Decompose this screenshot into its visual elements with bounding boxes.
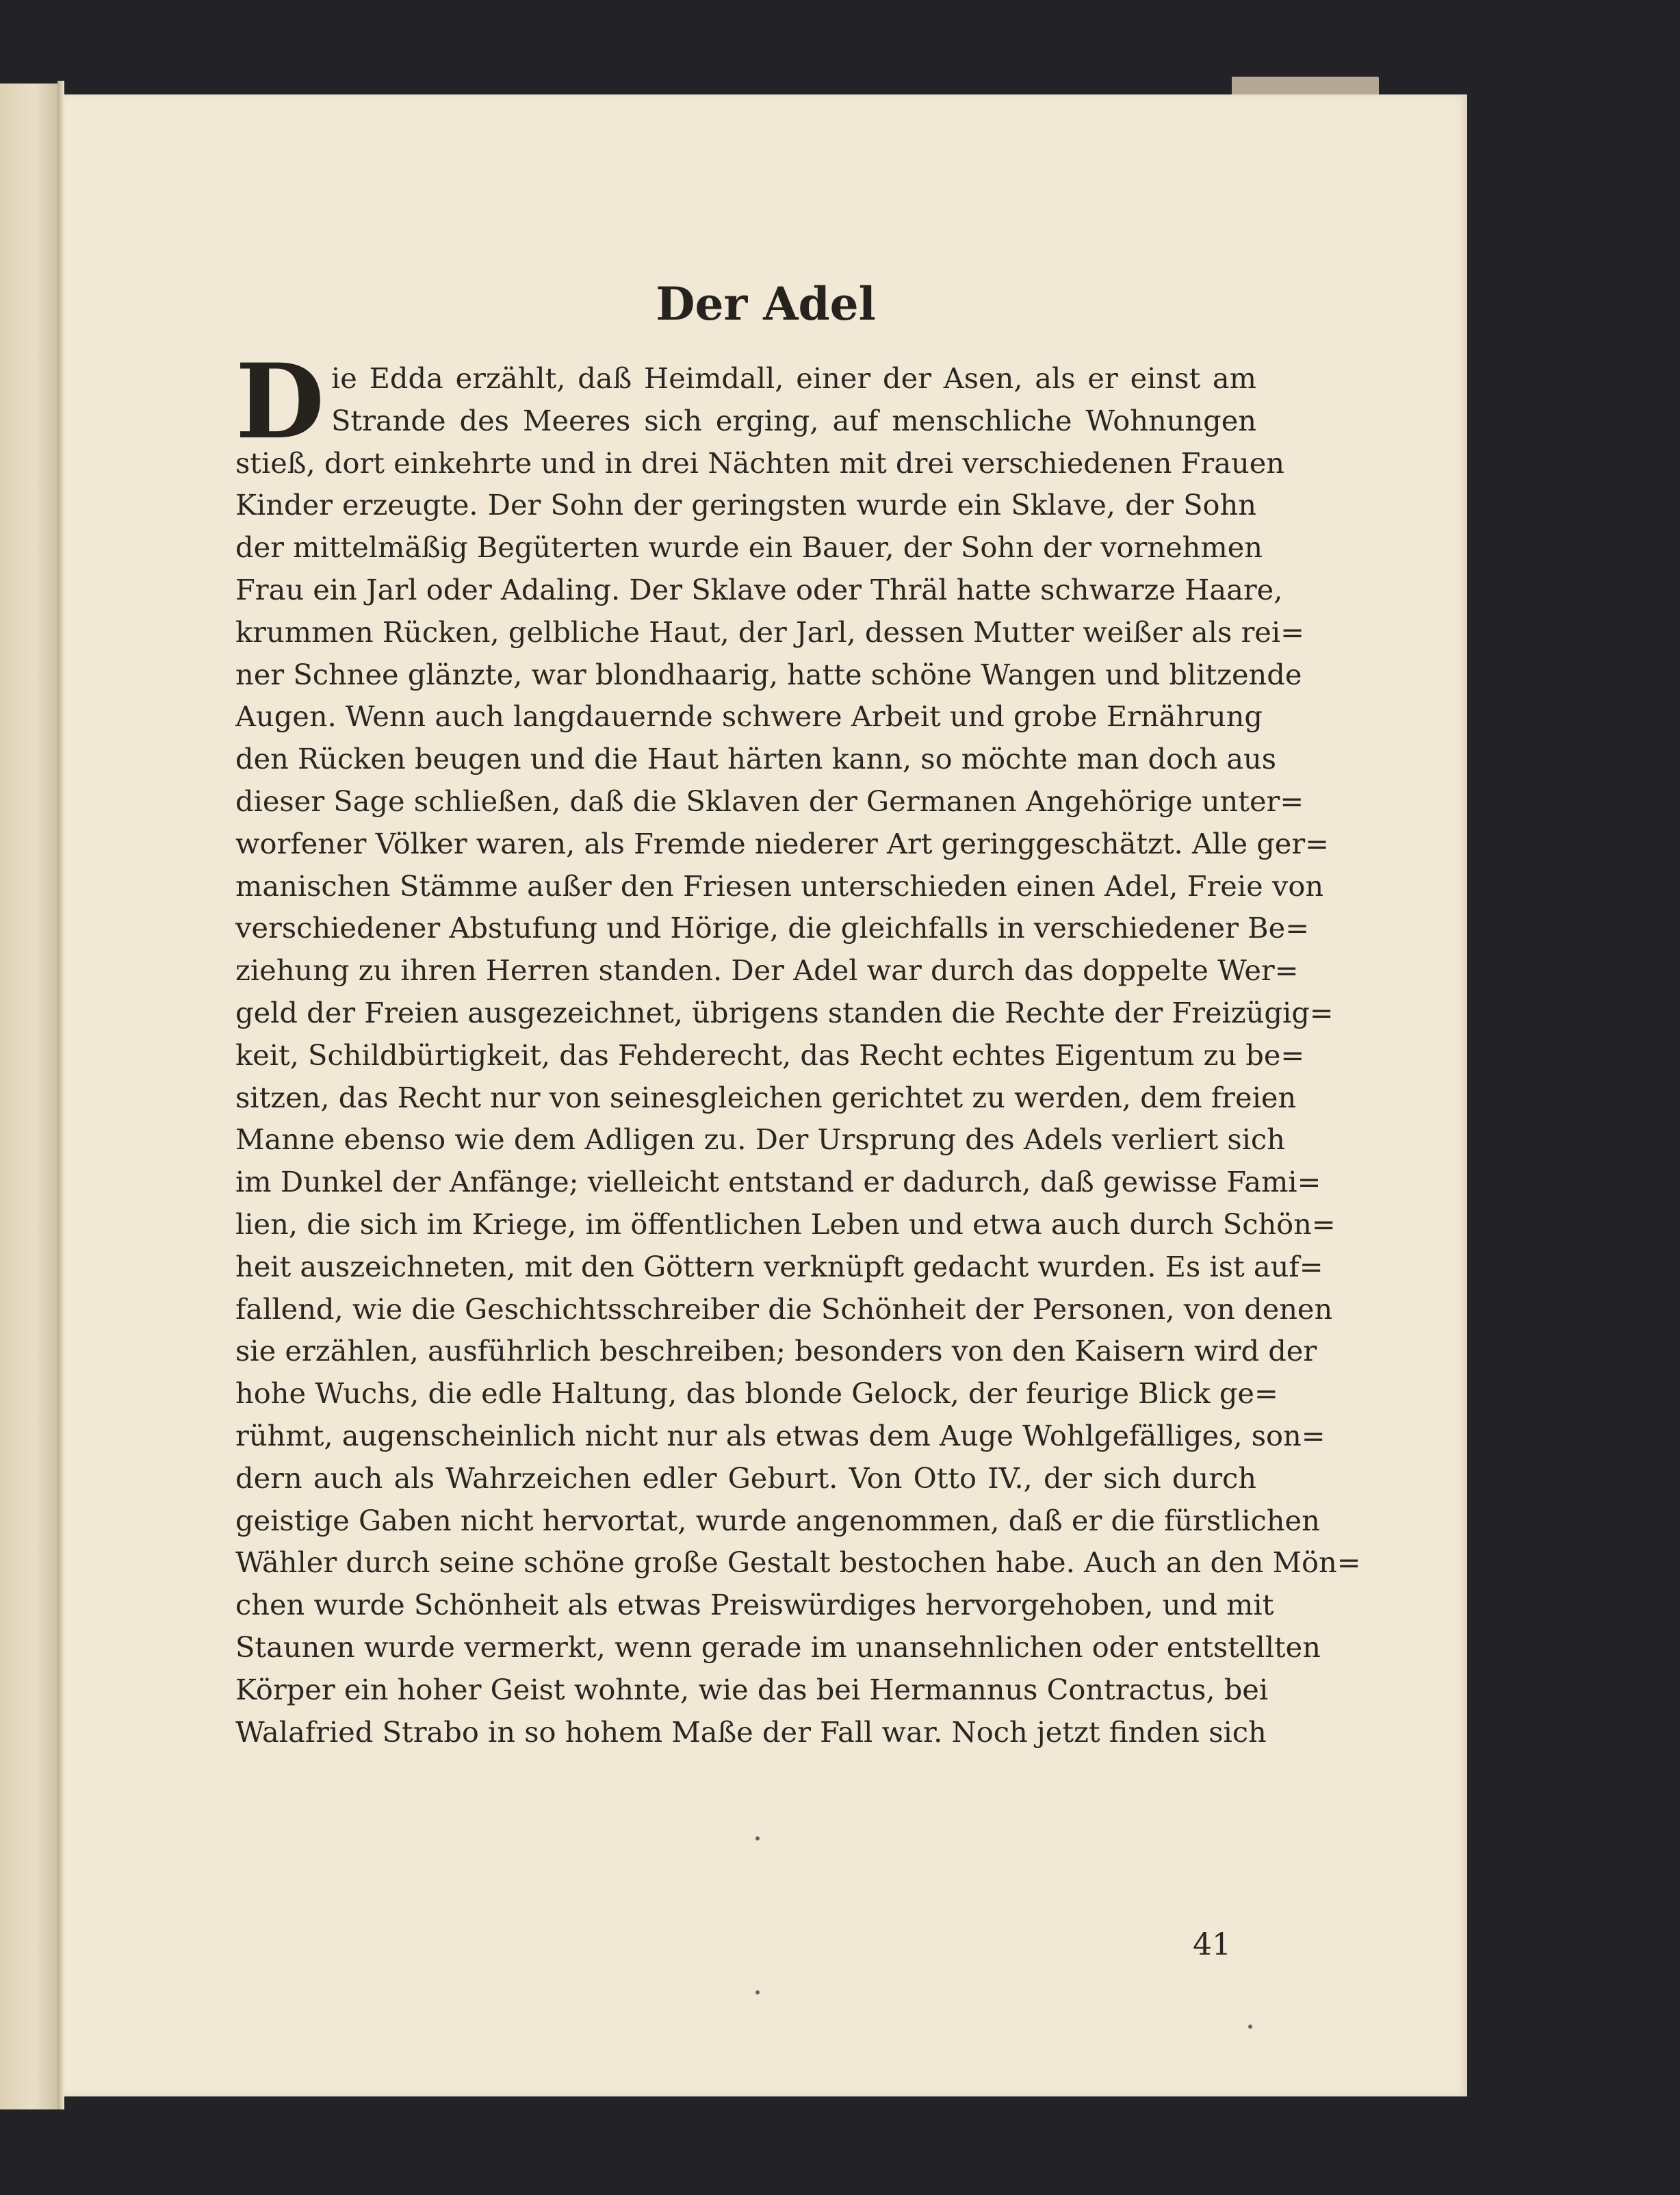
- text-line: rühmt, augenscheinlich nicht nur als etwas dem Auge Wohlgefälliges, son=: [235, 1418, 1326, 1452]
- text-line: heit auszeichneten, mit den Göttern verknüpft gedacht wurden. Es ist auf=: [235, 1249, 1323, 1283]
- paper-speck: [755, 1990, 760, 1994]
- text-line: ziehung zu ihren Herren standen. Der Adel war durch das doppelte Wer=: [235, 953, 1299, 988]
- text-line: Frau ein Jarl oder Adaling. Der Sklave oder Thräl hatte schwarze Haare,: [235, 572, 1283, 606]
- chapter-title: Der Adel: [656, 277, 876, 331]
- text-line: sitzen, das Recht nur von seinesgleichen gerichtet zu werden, dem freien: [235, 1080, 1297, 1114]
- text-line: sie erzählen, ausführlich beschreiben; besonders von den Kaisern wird der: [235, 1334, 1317, 1368]
- text-line: dern auch als Wahrzeichen edler Geburt. Von Otto IV., der sich durch: [235, 1461, 1256, 1495]
- text-line: geld der Freien ausgezeichnet, übrigens standen die Rechte der Freizügig=: [235, 995, 1334, 1029]
- text-line: geistige Gaben nicht hervortat, wurde angenommen, daß er die fürstlichen: [235, 1503, 1320, 1537]
- text-line: Walafried Strabo in so hohem Maße der Fall war. Noch jetzt finden sich: [235, 1715, 1267, 1749]
- text-line: manischen Stämme außer den Friesen unterschieden einen Adel, Freie von: [235, 869, 1324, 903]
- text-line: dieser Sage schließen, daß die Sklaven der Germanen Angehörige unter=: [235, 784, 1304, 818]
- book-page: [64, 94, 1467, 2096]
- text-line: Manne ebenso wie dem Adligen zu. Der Ursprung des Adels verliert sich: [235, 1122, 1285, 1157]
- text-line: stieß, dort einkehrte und in drei Nächten mit drei verschiedenen Frauen: [235, 446, 1285, 480]
- text-line: worfener Völker waren, als Fremde niederer Art geringgeschätzt. Alle ger=: [235, 826, 1329, 860]
- text-line: chen wurde Schönheit als etwas Preiswürdiges hervorgehoben, und mit: [235, 1588, 1274, 1622]
- text-line: fallend, wie die Geschichtsschreiber die Schönheit der Personen, von denen: [235, 1292, 1333, 1326]
- text-line: hohe Wuchs, die edle Haltung, das blonde Gelock, der feurige Blick ge=: [235, 1376, 1278, 1411]
- text-line: lien, die sich im Kriege, im öffentlichen Leben und etwa auch durch Schön=: [235, 1207, 1336, 1241]
- text-line: ner Schnee glänzte, war blondhaarig, hatte schöne Wangen und blitzende: [235, 657, 1302, 691]
- book-gutter: [57, 81, 64, 2109]
- text-line: Körper ein hoher Geist wohnte, wie das bei Hermannus Contractus, bei: [235, 1672, 1269, 1706]
- text-line: ie Edda erzählt, daß Heimdall, einer der Asen, als er einst am: [331, 361, 1256, 395]
- text-line: im Dunkel der Anfänge; vielleicht entstand er dadurch, daß gewisse Fami=: [235, 1165, 1321, 1199]
- text-line: Kinder erzeugte. Der Sohn der geringsten wurde ein Sklave, der Sohn: [235, 488, 1256, 522]
- text-line: der mittelmäßig Begüterten wurde ein Bauer, der Sohn der vornehmen: [235, 530, 1263, 565]
- paper-speck: [755, 1836, 760, 1840]
- paper-speck: [1248, 2025, 1252, 2029]
- text-line: verschiedener Abstufung und Hörige, die gleichfalls in verschiedener Be=: [235, 911, 1309, 945]
- text-line: krummen Rücken, gelbliche Haut, der Jarl, dessen Mutter weißer als rei=: [235, 615, 1304, 649]
- text-line: den Rücken beugen und die Haut härten kann, so möchte man doch aus: [235, 742, 1277, 776]
- page-number: 41: [1193, 1927, 1231, 1962]
- drop-cap: D: [235, 342, 325, 462]
- text-line: Staunen wurde vermerkt, wenn gerade im unansehnlichen oder entstellten: [235, 1630, 1321, 1664]
- text-line: Wähler durch seine schöne große Gestalt bestochen habe. Auch an den Mön=: [235, 1545, 1361, 1580]
- previous-page-edge: [0, 84, 57, 2109]
- text-line: Augen. Wenn auch langdauernde schwere Arbeit und grobe Ernährung: [235, 699, 1263, 734]
- text-line: Strande des Meeres sich erging, auf menschliche Wohnungen: [331, 403, 1256, 437]
- text-line: keit, Schildbürtigkeit, das Fehderecht, das Recht echtes Eigentum zu be=: [235, 1038, 1305, 1072]
- body-text: [235, 342, 1361, 1753]
